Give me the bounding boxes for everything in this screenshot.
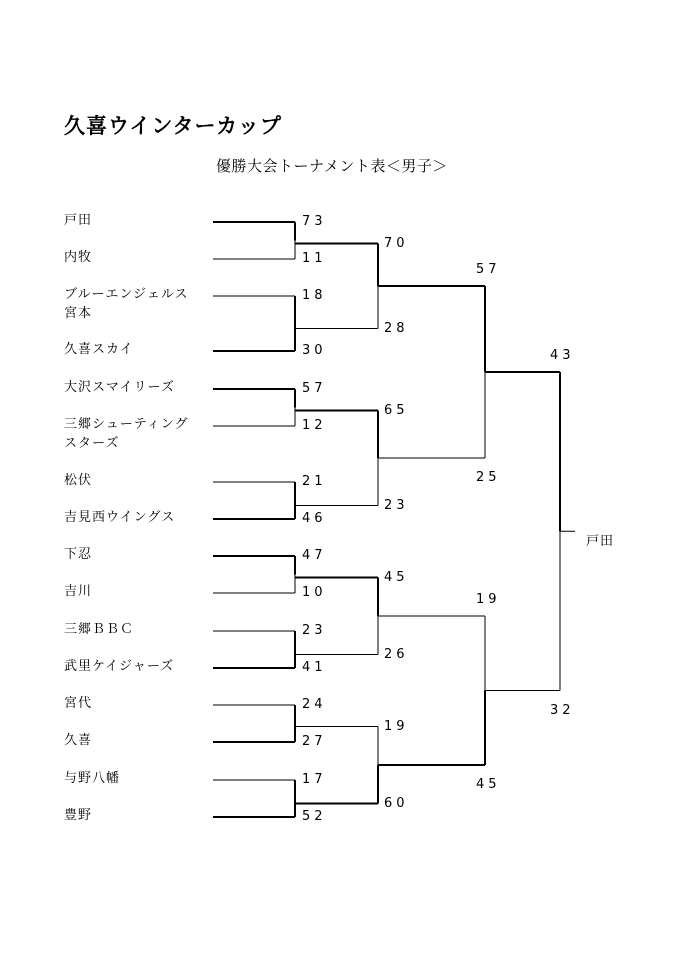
team-name: 宮代 — [64, 696, 93, 711]
match-score: 45 — [476, 777, 501, 792]
bracket-subtitle: 優勝大会トーナメント表＜男子＞ — [216, 157, 448, 175]
team-name: 三郷シューティング スターズ — [64, 417, 189, 451]
team-name: 吉見西ウイングス — [64, 510, 176, 525]
match-score: 23 — [302, 623, 327, 638]
match-score: 47 — [302, 548, 327, 563]
match-score: 19 — [476, 592, 501, 607]
match-score: 57 — [302, 381, 327, 396]
match-score: 23 — [384, 497, 409, 513]
match-score: 43 — [550, 348, 575, 363]
match-score: 30 — [302, 343, 327, 358]
team-name: ブルーエンジェルス 宮本 — [64, 287, 189, 321]
match-score: 60 — [384, 795, 409, 811]
match-score: 19 — [384, 718, 409, 734]
match-score: 11 — [302, 251, 327, 266]
team-name: 内牧 — [64, 250, 93, 265]
match-score: 46 — [302, 511, 327, 526]
match-score: 70 — [384, 235, 409, 251]
match-score: 25 — [476, 470, 501, 485]
team-name: 久喜 — [64, 733, 93, 748]
match-score: 24 — [302, 697, 327, 712]
tournament-title: 久喜ウインターカップ — [64, 114, 282, 138]
match-score: 12 — [302, 418, 327, 433]
team-name: 吉川 — [64, 584, 93, 599]
team-name: 戸田 — [64, 213, 93, 228]
match-score: 45 — [384, 569, 409, 585]
match-score: 17 — [302, 772, 327, 787]
match-score: 65 — [384, 402, 409, 418]
match-score: 52 — [302, 809, 327, 824]
team-name: 久喜スカイ — [64, 342, 134, 357]
match-score: 10 — [302, 585, 327, 600]
team-name: 与野八幡 — [64, 771, 121, 786]
match-score: 21 — [302, 474, 327, 489]
match-score: 26 — [384, 646, 409, 662]
match-score: 18 — [302, 288, 327, 303]
team-name: 豊野 — [64, 808, 93, 823]
match-score: 28 — [384, 320, 409, 336]
match-score: 32 — [550, 702, 575, 718]
team-name: 大沢スマイリーズ — [64, 380, 175, 395]
team-name: 下忍 — [64, 547, 93, 562]
match-score: 27 — [302, 734, 327, 749]
match-score: 41 — [302, 660, 327, 675]
team-name: 武里ケイジャーズ — [64, 659, 175, 674]
team-name: 松伏 — [64, 473, 93, 488]
match-score: 73 — [302, 214, 327, 229]
team-name: 三郷ＢＢＣ — [64, 622, 135, 637]
match-score: 57 — [476, 262, 501, 277]
champion-label: 戸田 — [586, 534, 615, 549]
